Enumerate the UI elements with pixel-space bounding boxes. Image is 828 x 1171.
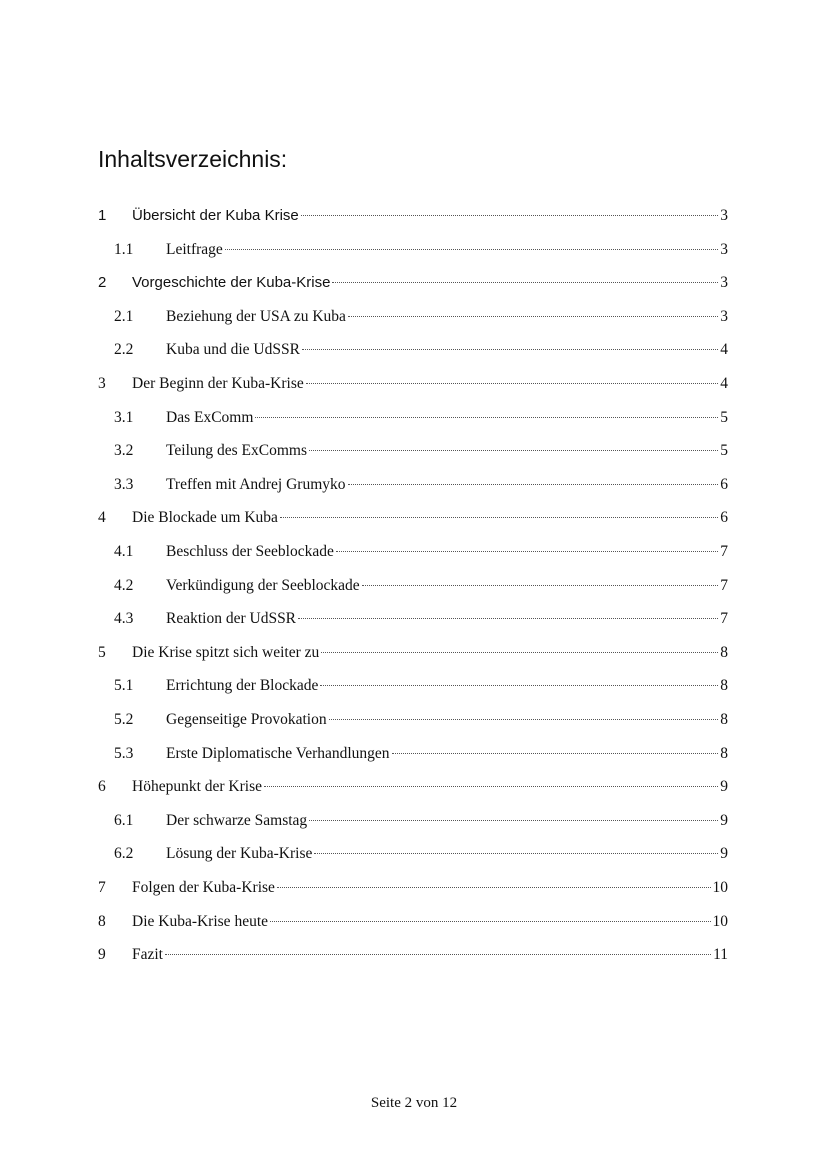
toc-dot-leader xyxy=(314,853,718,854)
toc-entry-number: 1 xyxy=(98,207,107,224)
toc-entry-number: 7 xyxy=(98,879,106,896)
toc-entry[interactable] xyxy=(114,338,728,362)
toc-entry-number: 4.3 xyxy=(114,610,134,627)
toc-entry-page: 3 xyxy=(720,241,728,258)
toc-entry[interactable] xyxy=(98,204,728,228)
toc-entry-page: 3 xyxy=(720,274,728,291)
toc-entry-number: 5 xyxy=(98,644,106,661)
toc-dot-leader xyxy=(309,450,718,451)
toc-dot-leader xyxy=(320,685,718,686)
toc-entry-number: 4 xyxy=(98,509,106,526)
toc-entry-label: Vorgeschichte der Kuba-Krise xyxy=(132,274,331,291)
toc-entry[interactable] xyxy=(98,506,728,530)
toc-entry-number: 8 xyxy=(98,913,106,930)
toc-entry-number: 3.2 xyxy=(114,442,134,459)
toc-entry-label: Gegenseitige Provokation xyxy=(166,711,327,728)
toc-entry[interactable] xyxy=(98,641,728,665)
toc-dot-leader xyxy=(336,551,718,552)
toc-entry-number: 5.1 xyxy=(114,677,134,694)
toc-dot-leader xyxy=(362,585,719,586)
toc-dot-leader xyxy=(225,249,718,250)
toc-entry[interactable] xyxy=(114,708,728,732)
toc-entry-label: Verkündigung der Seeblockade xyxy=(166,577,360,594)
toc-dot-leader xyxy=(348,316,718,317)
toc-entry-label: Beschluss der Seeblockade xyxy=(166,543,334,560)
toc-entry-page: 9 xyxy=(720,778,728,795)
toc-entry-page: 6 xyxy=(720,509,728,526)
toc-entry-label: Die Krise spitzt sich weiter zu xyxy=(132,644,320,661)
toc-entry-page: 7 xyxy=(720,543,728,560)
toc-entry-page: 10 xyxy=(712,913,728,930)
toc-entry-page: 7 xyxy=(720,610,728,627)
toc-entry-page: 8 xyxy=(720,644,728,661)
toc-entry-label: Folgen der Kuba-Krise xyxy=(132,879,275,896)
toc-entry-number: 4.1 xyxy=(114,543,134,560)
toc-entry[interactable] xyxy=(114,238,728,262)
toc-entry-number: 6.1 xyxy=(114,812,134,829)
toc-entry-label: Lösung der Kuba-Krise xyxy=(166,845,313,862)
toc-entry[interactable] xyxy=(114,406,728,430)
toc-entry-label: Treffen mit Andrej Grumyko xyxy=(166,476,346,493)
toc-dot-leader xyxy=(302,349,718,350)
toc-entry-page: 8 xyxy=(720,677,728,694)
toc-entry-number: 9 xyxy=(98,946,106,963)
toc-entry[interactable] xyxy=(98,271,728,295)
toc-dot-leader xyxy=(280,517,718,518)
toc-dot-leader xyxy=(321,652,718,653)
toc-entry[interactable] xyxy=(98,372,728,396)
toc-entry-label: Die Kuba-Krise heute xyxy=(132,913,269,930)
toc-entry-label: Reaktion der UdSSR xyxy=(166,610,297,627)
toc-entry[interactable] xyxy=(114,305,728,329)
toc-entry-label: Leitfrage xyxy=(166,241,223,258)
toc-entry-page: 8 xyxy=(720,711,728,728)
toc-entry-page: 9 xyxy=(720,812,728,829)
toc-entry-page: 4 xyxy=(720,375,728,392)
toc-entry[interactable] xyxy=(98,775,728,799)
toc-entry-label: Errichtung der Blockade xyxy=(166,677,319,694)
toc-dot-leader xyxy=(348,484,719,485)
toc-entry[interactable] xyxy=(114,674,728,698)
toc-entry[interactable] xyxy=(114,439,728,463)
toc-entry[interactable] xyxy=(114,607,728,631)
toc-entry-number: 3.3 xyxy=(114,476,134,493)
toc-dot-leader xyxy=(264,786,718,787)
toc-entry[interactable] xyxy=(114,842,728,866)
toc-dot-leader xyxy=(298,618,718,619)
toc-entry[interactable] xyxy=(98,876,728,900)
toc-entry-number: 2 xyxy=(98,274,107,291)
toc-dot-leader xyxy=(306,383,719,384)
page-footer: Seite 2 von 12 xyxy=(370,1095,458,1111)
toc-entry-label: Die Blockade um Kuba xyxy=(132,509,278,526)
toc-entry-page: 11 xyxy=(713,946,728,963)
toc-dot-leader xyxy=(392,753,719,754)
toc-entry-label: Der schwarze Samstag xyxy=(166,812,308,829)
toc-entry[interactable] xyxy=(114,574,728,598)
toc-dot-leader xyxy=(255,417,718,418)
toc-entry[interactable] xyxy=(114,742,728,766)
toc-entry-page: 3 xyxy=(720,207,728,224)
toc-entry-page: 3 xyxy=(720,308,728,325)
toc-entry-label: Der Beginn der Kuba-Krise xyxy=(132,375,304,392)
toc-entry-number: 5.3 xyxy=(114,745,134,762)
toc-entry-number: 3 xyxy=(98,375,106,392)
toc-entry-page: 7 xyxy=(720,577,728,594)
toc-entry-page: 5 xyxy=(720,409,728,426)
toc-entry-page: 6 xyxy=(720,476,728,493)
toc-entry-label: Übersicht der Kuba Krise xyxy=(132,207,299,224)
toc-entry[interactable] xyxy=(114,809,728,833)
toc-entry[interactable] xyxy=(114,473,728,497)
toc-entry-label: Kuba und die UdSSR xyxy=(166,341,300,358)
toc-entry-label: Teilung des ExComms xyxy=(166,442,307,459)
toc-entry-number: 5.2 xyxy=(114,711,134,728)
toc-entry-number: 3.1 xyxy=(114,409,134,426)
toc-dot-leader xyxy=(270,921,710,922)
toc-dot-leader xyxy=(309,820,718,821)
toc-dot-leader xyxy=(165,954,711,955)
toc-entry-page: 4 xyxy=(720,341,728,358)
toc-entry-number: 2.1 xyxy=(114,308,134,325)
toc-entry-page: 10 xyxy=(712,879,728,896)
toc-dot-leader xyxy=(301,215,719,216)
toc-entry[interactable] xyxy=(98,943,728,967)
toc-entry-label: Das ExComm xyxy=(166,409,254,426)
toc-entry-number: 6.2 xyxy=(114,845,134,862)
toc-dot-leader xyxy=(277,887,711,888)
toc-entry-page: 8 xyxy=(720,745,728,762)
toc-entry-number: 2.2 xyxy=(114,341,134,358)
toc-dot-leader xyxy=(329,719,719,720)
toc-entry-label: Erste Diplomatische Verhandlungen xyxy=(166,745,390,762)
toc-entry-label: Beziehung der USA zu Kuba xyxy=(166,308,346,325)
toc-entry-number: 1.1 xyxy=(114,241,134,258)
toc-entry-number: 4.2 xyxy=(114,577,134,594)
toc-entry[interactable] xyxy=(98,910,728,934)
toc-entry-label: Höhepunkt der Krise xyxy=(132,778,262,795)
toc-title: Inhaltsverzeichnis: xyxy=(98,146,288,172)
toc-entry-label: Fazit xyxy=(132,946,163,963)
toc-entry-number: 6 xyxy=(98,778,106,795)
toc-entry[interactable] xyxy=(114,540,728,564)
toc-entry-page: 5 xyxy=(720,442,728,459)
toc-entry-page: 9 xyxy=(720,845,728,862)
toc-dot-leader xyxy=(332,282,718,283)
